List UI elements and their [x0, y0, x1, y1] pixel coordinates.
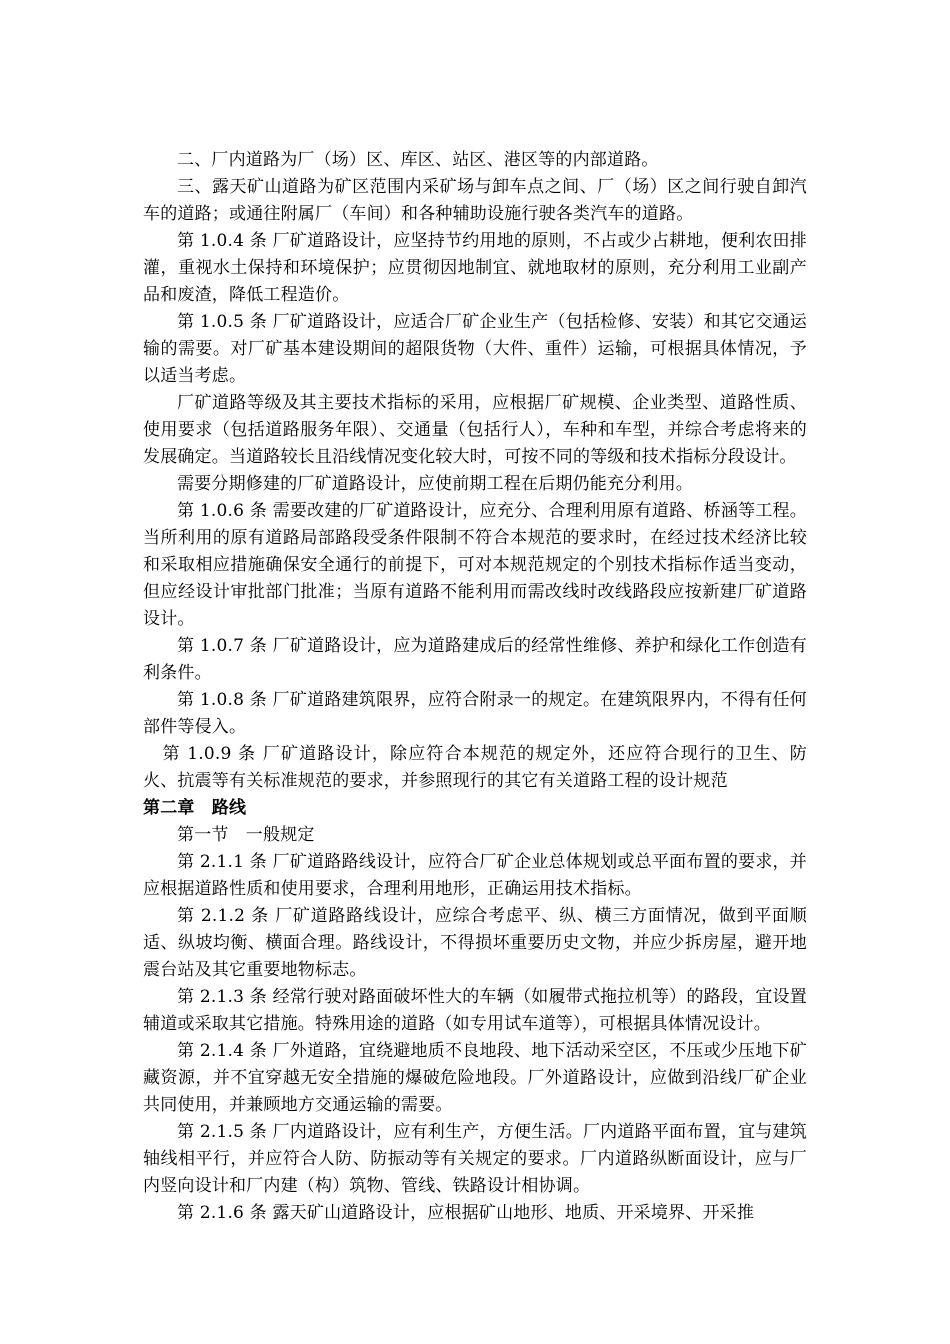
paragraph: 第 2.1.2 条 厂矿道路路线设计，应综合考虑平、纵、横三方面情况，做到平面顺适、纵坡均衡、横面合理。路线设计，不得损坏重要历史文物，并应少拆房屋，避开地震台站及其它重要地物标志。	[143, 906, 807, 980]
text-block-upper	[143, 147, 807, 741]
paragraph: 厂矿道路等级及其主要技术指标的采用，应根据厂矿规模、企业类型、道路性质、使用要求（包括道路服务年限）、交通量（包括行人），车种和车型，并综合考虑将来的发展确定。当道路较长且沿线情况变化较大时，可按不同的等级和技术指标分段设计。	[143, 393, 807, 467]
paragraph-1-0-9: 第 1.0.9 条 厂矿道路设计，除应符合本规范的规定外，还应符合现行的卫生、防火、抗震等有关标准规范的要求，并参照现行的其它有关道路工程的设计规范	[143, 744, 807, 791]
text-block-lower	[143, 741, 807, 1227]
chapter-title: 第二章 路线	[143, 798, 247, 818]
paragraph: 第 1.0.8 条 厂矿道路建筑限界，应符合附录一的规定。在建筑限界内，不得有任何部件等侵入。	[143, 690, 807, 737]
paragraph: 第 2.1.5 条 厂内道路设计，应有利生产，方便生活。厂内道路平面布置，宜与建筑轴线相平行，并应符合人防、防振动等有关规定的要求。厂内道路纵断面设计，应与厂内竖向设计和厂内建（构）筑物、管线、铁路设计相协调。	[143, 1122, 807, 1196]
paragraph: 第 2.1.1 条 厂矿道路路线设计，应符合厂矿企业总体规划或总平面布置的要求，并应根据道路性质和使用要求，合理利用地形，正确运用技术指标。	[143, 852, 807, 899]
paragraph: 第 1.0.7 条 厂矿道路设计，应为道路建成后的经常性维修、养护和绿化工作创造有利条件。	[143, 636, 807, 683]
paragraph: 第 1.0.4 条 厂矿道路设计，应坚持节约用地的原则，不占或少占耕地，便利农田排灌，重视水土保持和环境保护；应贯彻因地制宜、就地取材的原则，充分利用工业副产品和废渣，降低工程造价。	[143, 231, 807, 305]
paragraph: 第 1.0.5 条 厂矿道路设计，应适合厂矿企业生产（包括检修、安装）和其它交通运输的需要。对厂矿基本建设期间的超限货物（大件、重件）运输，可根据具体情况，予以适当考虑。	[143, 312, 807, 386]
paragraph: 需要分期修建的厂矿道路设计，应使前期工程在后期仍能充分利用。	[177, 474, 693, 494]
section-title: 第一节 一般规定	[177, 825, 315, 845]
paragraph: 第 2.1.3 条 经常行驶对路面破坏性大的车辆（如履带式拖拉机等）的路段，宜设置辅道或采取其它措施。特殊用途的道路（如专用试车道等），可根据具体情况设计。	[143, 987, 807, 1034]
paragraph: 第 2.1.4 条 厂外道路，宜绕避地质不良地段、地下活动采空区，不压或少压地下矿藏资源，并不宜穿越无安全措施的爆破危险地段。厂外道路设计，应做到沿线厂矿企业共同使用，并兼顾地方交通运输的需要。	[143, 1041, 807, 1115]
paragraph: 第 2.1.6 条 露天矿山道路设计，应根据矿山地形、地质、开采境界、开采推	[177, 1203, 755, 1223]
paragraph: 三、露天矿山道路为矿区范围内采矿场与卸车点之间、厂（场）区之间行驶自卸汽车的道路；或通往附属厂（车间）和各种辅助设施行驶各类汽车的道路。	[143, 177, 807, 224]
paragraph: 二、厂内道路为厂（场）区、库区、站区、港区等的内部道路。	[177, 150, 659, 170]
paragraph: 第 1.0.6 条 需要改建的厂矿道路设计，应充分、合理利用原有道路、桥涵等工程。当所利用的原有道路局部路段受条件限制不符合本规范的要求时，在经过技术经济比较和采取相应措施确保安全通行的前提下，可对本规范规定的个别技术指标作适当变动，但应经设计审批部门批准；当原有道路不能利用而需改线时改线路段应按新建厂矿道路设计。	[143, 501, 807, 629]
